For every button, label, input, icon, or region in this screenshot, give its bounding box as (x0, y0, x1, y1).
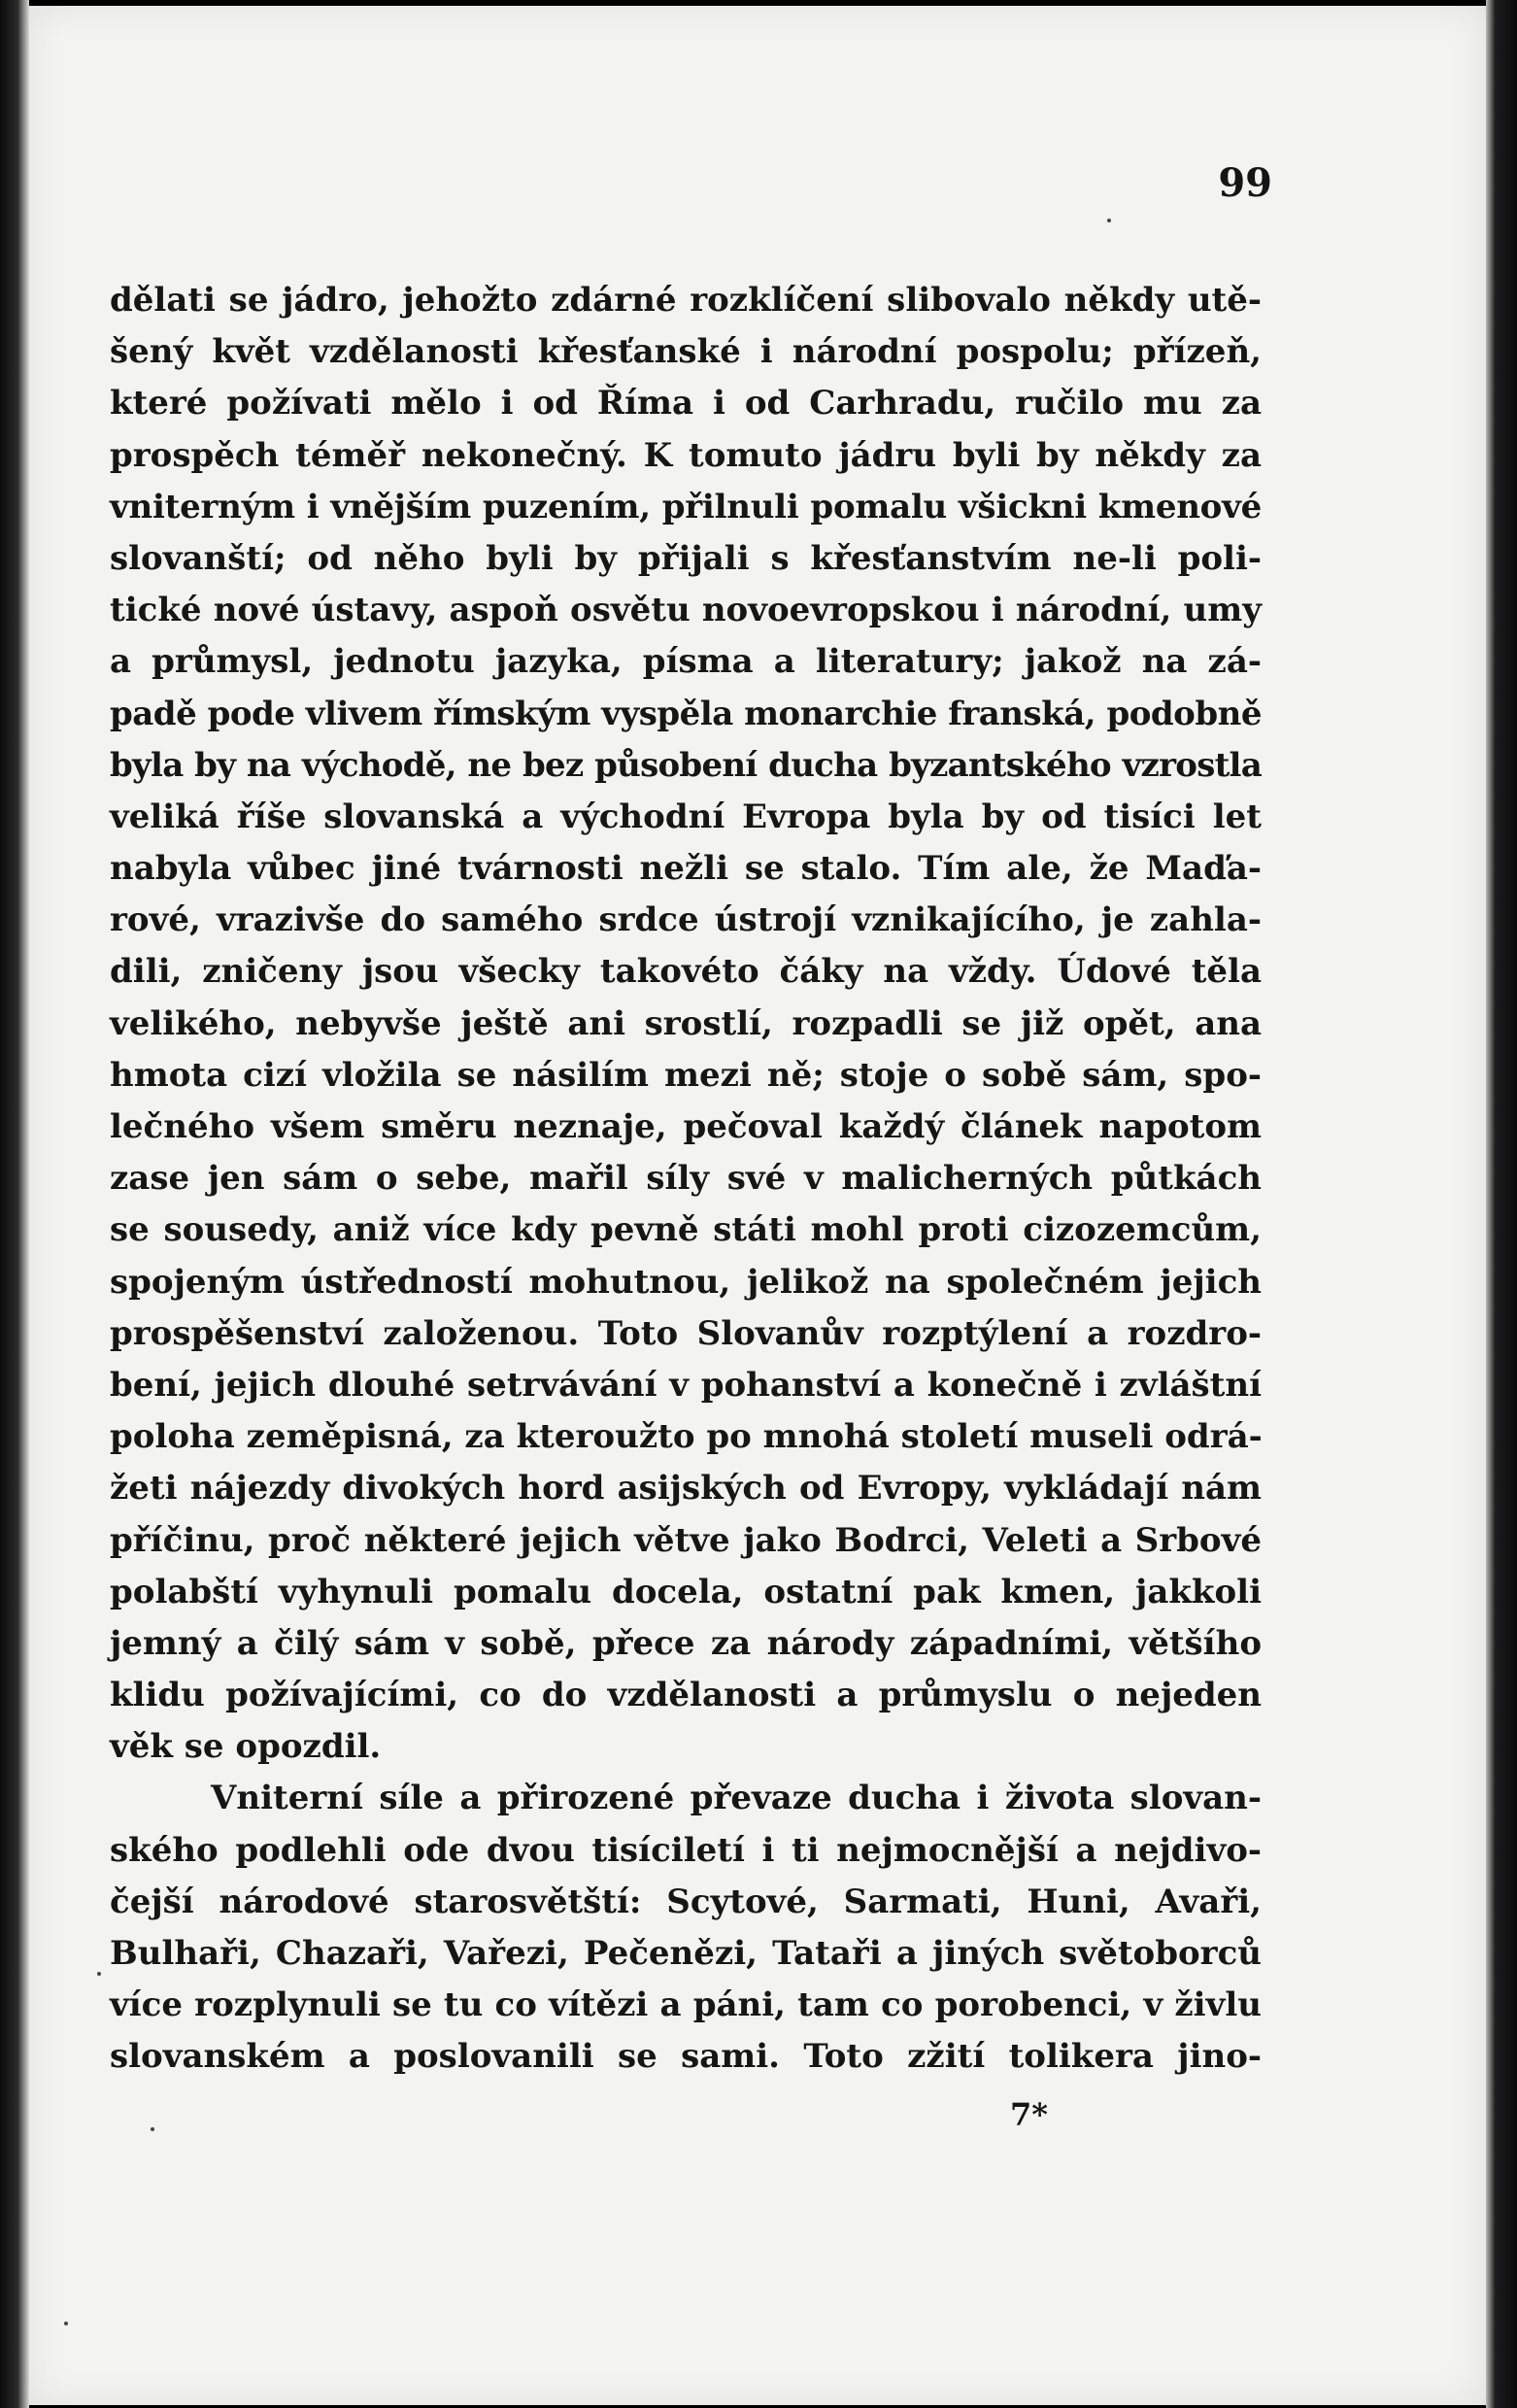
scan-edge-right (1486, 0, 1517, 2408)
text-line: bení, jejich dlouhé setrvávání v pohanství a konečně i zvláštní (110, 1365, 1262, 1405)
text-line: slovanští; od něho byli by přijali s křesťanstvím ne-li poli- (110, 538, 1262, 578)
text-line-paragraph-end: věk se opozdil. (110, 1727, 382, 1767)
page-number: 99 (1218, 160, 1272, 206)
text-line: žeti nájezdy divokých hord asijských od Evropy, vykládají nám (110, 1469, 1262, 1509)
text-line: rové, vrazivše do samého srdce ústrojí vznikajícího, je zahla- (110, 900, 1262, 940)
text-line: a průmysl, jednotu jazyka, písma a literatury; jakož na zá- (110, 642, 1262, 682)
text-line: veliká říše slovanská a východní Evropa byla by od tisíci let (110, 797, 1262, 836)
text-line: zase jen sám o sebe, mařil síly své v malicherných půtkách (110, 1159, 1262, 1199)
text-line: hmota cizí vložila se násilím mezi ně; stoje o sobě sám, spo- (110, 1055, 1262, 1095)
body-text (110, 275, 1262, 2084)
printer-signature-mark: 7* (1010, 2096, 1048, 2133)
text-line: Bulhaři, Chazaři, Vařezi, Pečenězi, Tataři a jiných světoborců (110, 1934, 1262, 1973)
text-line-paragraph-start: Vniterní síle a přirozené převaze ducha i života slovan- (211, 1779, 1262, 1818)
text-line: dělati se jádro, jehožto zdárné rozklíčení slibovalo někdy utě- (110, 281, 1262, 320)
text-line: byla by na východě, ne bez působení ducha byzantského vzrostla (110, 745, 1262, 785)
scan-speck (64, 2322, 68, 2325)
scan-speck (151, 2127, 154, 2131)
scan-speck (1107, 219, 1111, 222)
text-line: se sousedy, aniž více kdy pevně státi mohl proti cizozemcům, (110, 1210, 1262, 1250)
text-line: velikého, nebyvše ještě ani srostlí, rozpadli se již opět, ana (110, 1003, 1262, 1043)
text-line: lečného všem směru neznaje, pečoval každý článek napotom (110, 1107, 1262, 1146)
scan-edge-left (0, 0, 29, 2408)
text-line: které požívati mělo i od Říma i od Carhradu, ručilo mu za (110, 384, 1262, 424)
text-line: prospěch téměř nekonečný. K tomuto jádru byli by někdy za (110, 435, 1262, 475)
text-line: nabyla vůbec jiné tvárnosti nežli se stalo. Tím ale, že Maďa- (110, 849, 1262, 889)
text-line: šený květ vzdělanosti křesťanské i národní pospolu; přízeň, (110, 332, 1262, 372)
text-line: klidu požívajícími, co do vzdělanosti a průmyslu o nejeden (110, 1676, 1262, 1715)
text-line: polabští vyhynuli pomalu docela, ostatní pak kmen, jakkoli (110, 1572, 1262, 1611)
text-line: spojeným ústředností mohutnou, jelikož na společném jejich (110, 1262, 1262, 1302)
text-line: dili, zničeny jsou všecky takovéto čáky na vždy. Údové těla (110, 952, 1262, 992)
text-line: poloha zeměpisná, za kteroužto po mnohá století museli odrá- (110, 1417, 1263, 1457)
text-line: vniterným i vnějším puzením, přilnuli pomalu všickni kmenové (110, 487, 1262, 526)
text-line: ského podlehli ode dvou tisíciletí i ti nejmocnější a nejdivo- (110, 1830, 1262, 1870)
text-line: padě pode vlivem římským vyspěla monarchie franská, podobně (110, 694, 1262, 733)
text-line: příčinu, proč některé jejich větve jako Bodrci, Veleti a Srbové (110, 1520, 1262, 1560)
scan-speck (97, 1972, 101, 1976)
text-line: slovanském a poslovanili se sami. Toto zžití tolikera jino- (110, 2037, 1262, 2077)
text-line: čejší národové starosvětští: Scytové, Sarmati, Huni, Avaři, (110, 1882, 1262, 1921)
text-line: tické nové ústavy, aspoň osvětu novoevropskou i národní, umy (110, 591, 1262, 630)
text-line: prospěšenství založenou. Toto Slovanův rozptýlení a rozdro- (110, 1313, 1262, 1353)
text-line: jemný a čilý sám v sobě, přece za národy západními, většího (110, 1623, 1262, 1663)
text-line: více rozplynuli se tu co vítězi a páni, tam co porobenci, v živlu (110, 1985, 1262, 2025)
